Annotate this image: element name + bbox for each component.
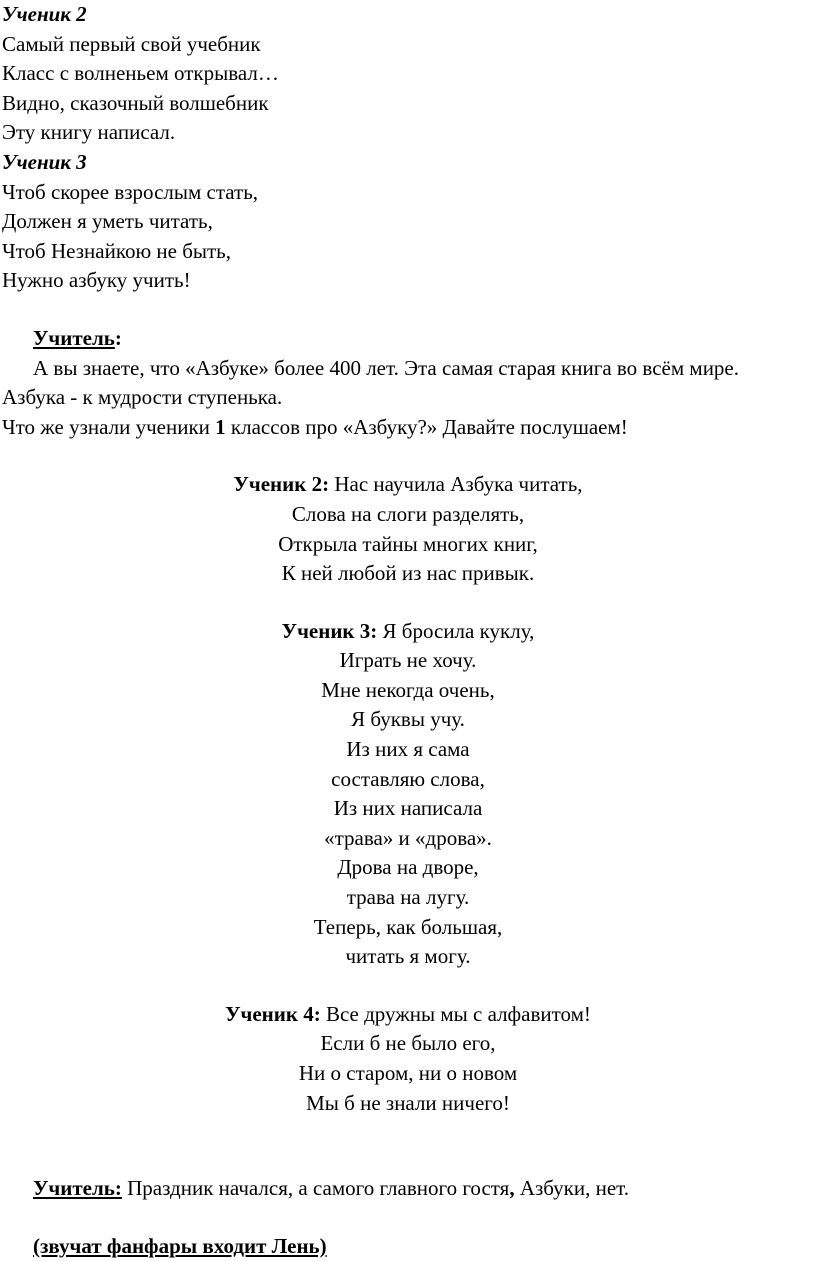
verse-line: читать я могу.: [345, 944, 471, 969]
verse-line: Дрова на дворе,: [337, 855, 479, 880]
poem-block-3: [0, 1000, 816, 1118]
verse-line: Я буквы учу.: [351, 707, 465, 732]
teacher-section-2: [0, 1174, 816, 1204]
verse-line: «трава» и «дрова».: [324, 825, 492, 850]
spacer: [0, 1204, 816, 1232]
verse-line: Мы б не знали ничего!: [306, 1090, 510, 1115]
stage-direction-text: (звучат фанфары входит Лень): [33, 1233, 327, 1258]
verse-line: Класс с волненьем открывал…: [2, 61, 279, 86]
poem-first-line: [0, 470, 816, 500]
verse-line: Чтоб скорее взрослым стать,: [2, 179, 259, 204]
paragraph-text: классов про «Азбуку?» Давайте послушаем!: [225, 414, 628, 439]
verse-line: К ней любой из нас привык.: [281, 561, 535, 586]
teacher-label: Учитель: [33, 325, 115, 350]
verse-line: Должен я уметь читать,: [2, 209, 213, 234]
speaker-label: Ученик 3:: [281, 618, 378, 643]
stage-direction: [0, 1232, 816, 1261]
verse-line: Теперь, как большая,: [313, 914, 503, 939]
speaker-label: Ученик 2:: [233, 472, 330, 497]
spacer: [0, 589, 816, 617]
teacher-text: Азбуки, нет.: [514, 1176, 630, 1201]
verse-line: Самый первый свой учебник: [2, 31, 261, 56]
paragraph-text: Что же узнали ученики: [2, 414, 216, 439]
verse-text: Нас научила Азбука читать,: [329, 472, 583, 497]
teacher-paragraph: [0, 413, 816, 443]
teacher-section-1: [0, 324, 816, 442]
verse-line: Нужно азбуку учить!: [2, 268, 191, 293]
poem-first-line: [0, 617, 816, 647]
spacer: [0, 972, 816, 1000]
verse-line: Мне некогда очень,: [321, 677, 495, 702]
poem-first-line: [0, 1000, 816, 1030]
spacer: [0, 1118, 816, 1174]
verse-line: Чтоб Незнайкою не быть,: [2, 238, 232, 263]
speaker-label: Ученик 3: [2, 149, 87, 174]
verse-line: составляю слова,: [331, 766, 485, 791]
verse-line: Играть не хочу.: [339, 648, 477, 673]
verse-line: Эту книгу написал.: [2, 120, 176, 145]
verse-text: Все дружны мы с алфавитом!: [320, 1001, 591, 1026]
speaker-label: Ученик 4:: [225, 1001, 321, 1026]
speaker-label: Ученик 2: [2, 2, 87, 26]
teacher-label: Учитель:: [33, 1176, 122, 1201]
poem-block-2: [0, 617, 816, 972]
verse-block-2: [0, 148, 816, 296]
teacher-heading: [0, 324, 816, 354]
spacer: [0, 442, 816, 470]
verse-text: Я бросила куклу,: [377, 618, 535, 643]
paragraph-bold-number: 1: [215, 414, 226, 439]
verse-line: Из них написала: [333, 796, 483, 821]
verse-line: Из них я сама: [346, 737, 470, 762]
verse-line: трава на лугу.: [346, 885, 470, 910]
teacher-colon: :: [114, 325, 122, 350]
spacer: [0, 296, 816, 324]
verse-line: Открыла тайны многих книг,: [278, 531, 538, 556]
teacher-text-bold: ,: [509, 1176, 515, 1201]
verse-line: Если б не было его,: [320, 1031, 496, 1056]
teacher-paragraph: Азбука - к мудрости ступенька.: [2, 385, 283, 410]
verse-line: Слова на слоги разделять,: [291, 501, 525, 526]
poem-block-1: [0, 470, 816, 588]
verse-line: Видно, сказочный волшебник: [2, 90, 269, 115]
verse-block-1: [0, 0, 816, 148]
teacher-text: Праздник начался, а самого главного гостя: [121, 1176, 510, 1201]
verse-line: Ни о старом, ни о новом: [298, 1061, 518, 1085]
teacher-paragraph: А вы знаете, что «Азбуке» более 400 лет. Эта самая старая книга во всём мире.: [33, 355, 740, 380]
